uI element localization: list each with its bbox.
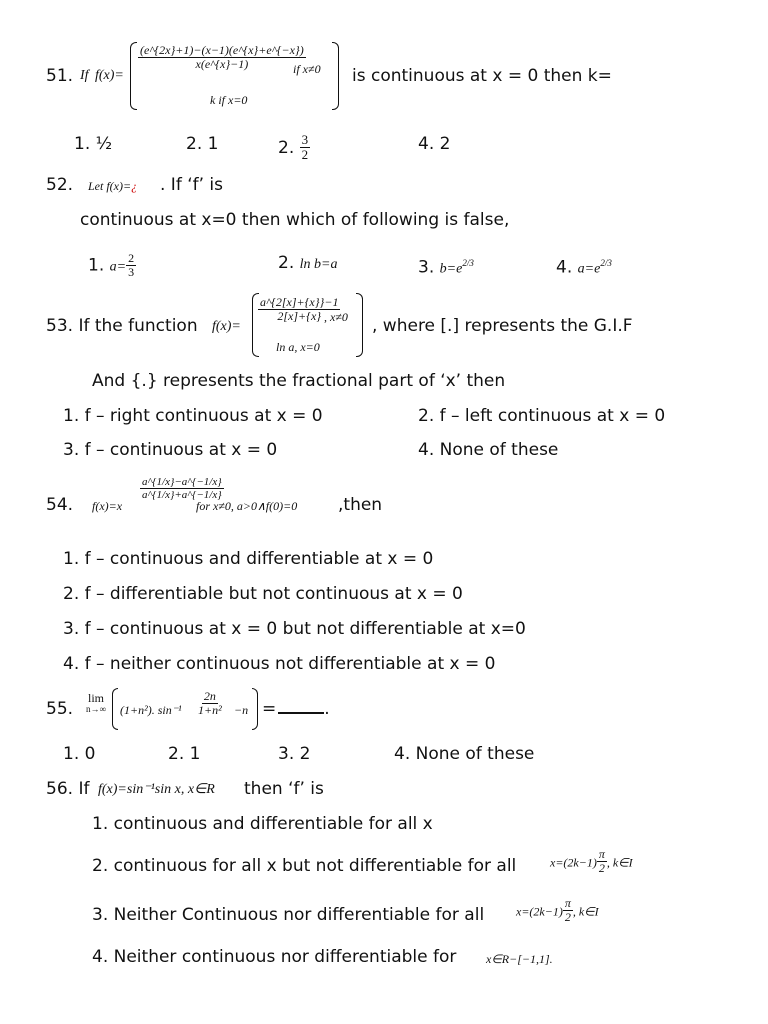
q52-option-4: [556, 252, 612, 281]
q51-fx: f(x)=: [95, 68, 124, 83]
q56-option-3-k: , k∈I: [572, 904, 599, 919]
q55-right-paren: [252, 688, 258, 730]
q53-text: , where [.] represents the G.I.F: [372, 316, 633, 336]
q55-blank-line: [278, 712, 324, 714]
q52-math: [88, 175, 137, 197]
q56-math: f(x)=sin⁻¹sin x, x∈R: [98, 782, 215, 797]
q53-right-brace: [356, 293, 363, 357]
q51-option-3-numerator: 3: [301, 132, 309, 147]
q52-option-4-math: a=e: [577, 261, 601, 277]
q53-numerator: a^{2[x]+{x}}−1: [260, 295, 339, 309]
q51-option-4: 4. 2: [418, 134, 451, 154]
q53-denominator: 2[x]+{x}: [277, 309, 322, 324]
q53-option-1: 1. f – right continuous at x = 0: [63, 406, 323, 426]
q52-line2: continuous at x=0 then which of following is false,: [80, 210, 510, 230]
q52-option-3-label: 3.: [418, 257, 435, 278]
q52-glyph: ¿: [131, 179, 138, 193]
q55-number: 55.: [46, 699, 74, 719]
q51-fraction: [138, 44, 306, 71]
q53-option-4: 4. None of these: [418, 440, 559, 460]
q52-option-1-math: a=: [109, 259, 127, 275]
q55-left-paren: [112, 688, 118, 730]
q56-option-3-two: 2: [564, 910, 571, 925]
q52-option-4-label: 4.: [556, 257, 573, 278]
q54-condition: for x≠0, a>0∧f(0)=0: [196, 499, 298, 513]
q56-option-3: 3. Neither Continuous nor differentiable for all: [92, 905, 485, 925]
q53-fx: f(x)=: [212, 319, 241, 334]
q56-option-3-math: [516, 897, 599, 924]
q54-denominator: a^{1/x}+a^{−1/x}: [142, 489, 222, 502]
q51-if: If: [80, 68, 89, 83]
q55-answer-blank: [262, 698, 330, 720]
q52-let-fx: Let f(x)=: [88, 179, 132, 193]
q56-option-2: 2. continuous for all x but not differentiable for all: [92, 856, 517, 876]
q55-lim: lim: [88, 691, 105, 705]
q52-option-1-label: 1.: [88, 255, 105, 276]
q51-option-3: [278, 133, 310, 163]
q56-option-1: 1. continuous and differentiable for all x: [92, 814, 433, 834]
q52-option-1: [88, 252, 136, 279]
q55-expr1: (1+n²). sin⁻¹: [120, 703, 182, 717]
q55-lim-sub: n→∞: [86, 704, 106, 715]
q54-option-2: 2. f – differentiable but not continuous at x = 0: [63, 584, 463, 604]
q51-option-1: 1. ½: [74, 134, 113, 154]
q56-option-2-math-expr: x=(2k−1): [550, 855, 597, 870]
q56-option-3-math-expr: x=(2k−1): [516, 904, 563, 919]
q51-case2: k if x=0: [210, 93, 248, 107]
q56-option-3-pi: π: [564, 896, 571, 910]
q56-option-2-pi: π: [598, 847, 605, 861]
q52-option-3-math: b=e: [439, 261, 463, 277]
q54-number: 54.: [46, 495, 74, 515]
q56-option-2-k: , k∈I: [606, 855, 633, 870]
q52-number: 52.: [46, 175, 74, 195]
q52-option-2-math: ln b=a: [299, 257, 338, 272]
q52-option-3: [418, 252, 474, 281]
q53-line2: And {.} represents the fractional part of ‘x’ then: [92, 371, 506, 391]
q51-numerator: (e^{2x}+1)−(x−1)(e^{x}+e^{−x}): [140, 43, 304, 57]
q56-option-4: 4. Neither continuous nor differentiable for: [92, 947, 457, 967]
q55-option-4: 4. None of these: [394, 744, 535, 764]
q52-option-1-den: 3: [128, 265, 135, 280]
q56-lead: 56. If: [46, 779, 90, 799]
q52-option-2-label: 2.: [278, 253, 295, 273]
q55-fraction: [196, 690, 224, 717]
q51-option-3-label: 2.: [278, 137, 295, 158]
q55-dot: .: [324, 699, 330, 719]
q54-then: ,then: [338, 495, 383, 515]
q52-option-3-sup: 2/3: [462, 258, 474, 268]
q55-equals: =: [262, 699, 277, 719]
q51-left-brace: [130, 42, 137, 110]
q55-option-2: 2. 1: [168, 744, 201, 764]
q53-case2: ln a, x=0: [276, 340, 320, 354]
q52-text: . If ‘f’ is: [160, 175, 223, 195]
q53-option-3: 3. f – continuous at x = 0: [63, 440, 278, 460]
q56-option-2-two: 2: [598, 861, 605, 876]
q51-option-2: 2. 1: [186, 134, 219, 154]
q51-number: 51.: [46, 66, 74, 86]
q55-frac-den: 1+n²: [198, 703, 222, 718]
q54-option-1: 1. f – continuous and differentiable at x = 0: [63, 549, 434, 569]
q55-frac-num: 2n: [203, 689, 216, 703]
q55-limit: [86, 692, 106, 715]
q53-lead: 53. If the function: [46, 316, 198, 336]
q56-option-4-math: x∈R−[−1,1].: [486, 952, 553, 966]
q56-option-2-math: [550, 848, 633, 875]
q51-denominator: x(e^{x}−1): [195, 57, 249, 72]
q56-text: then ‘f’ is: [244, 779, 324, 799]
q55-expr2: −n: [234, 703, 249, 717]
q55-option-3: 3. 2: [278, 744, 311, 764]
q54-fx: f(x)=x: [92, 499, 123, 513]
q55-option-1: 1. 0: [63, 744, 96, 764]
q52-option-4-sup: 2/3: [600, 258, 612, 268]
q53-option-2: 2. f – left continuous at x = 0: [418, 406, 666, 426]
q54-option-3: 3. f – continuous at x = 0 but not differentiable at x=0: [63, 619, 526, 639]
q54-numerator: a^{1/x}−a^{−1/x}: [142, 476, 222, 488]
q52-option-2: [278, 252, 337, 276]
q51-option-3-denominator: 2: [301, 147, 309, 163]
q52-option-1-num: 2: [128, 251, 135, 265]
q54-option-4: 4. f – neither continuous not differentiable at x = 0: [63, 654, 496, 674]
q53-case1: , x≠0: [324, 310, 348, 324]
q51-case1: if x≠0: [293, 62, 321, 76]
q51-right-brace: [332, 42, 339, 110]
q51-text: is continuous at x = 0 then k=: [352, 66, 612, 86]
